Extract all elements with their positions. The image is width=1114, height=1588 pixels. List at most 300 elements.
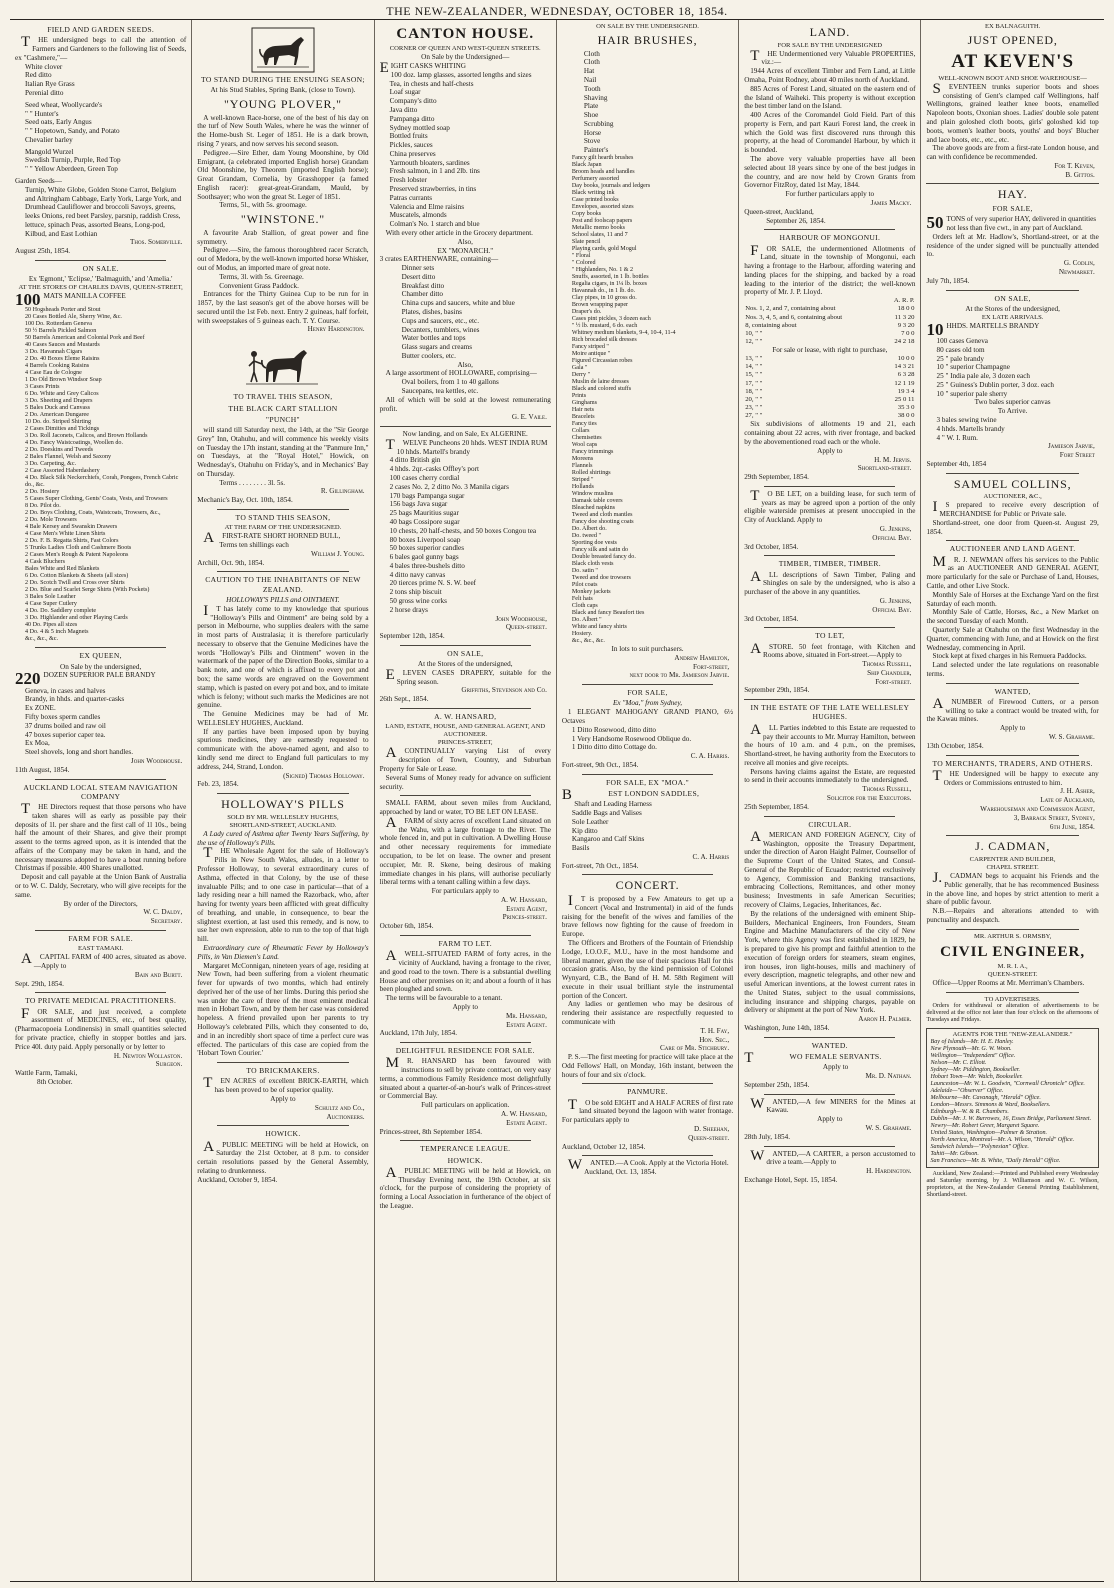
signature: Warehouseman and Commission Agent, <box>980 804 1095 813</box>
divider <box>400 1140 531 1141</box>
list <box>15 101 186 145</box>
list-item: Hobart Town—Mr. Walch, Bookseller. <box>930 1073 1023 1080</box>
ad-line: Apply to <box>817 446 843 455</box>
list-item: Do. Albert " <box>571 617 602 624</box>
list-item: Hollands <box>571 484 594 491</box>
list-item: Tweed and doe trowsers <box>571 575 631 582</box>
divider <box>946 290 1078 291</box>
list-item: Newry—Mr. Robert Greer, Margaret Square. <box>930 1122 1040 1129</box>
date: 3rd October, 1854. <box>744 614 799 623</box>
list-item: Painter's <box>583 146 609 155</box>
list-item: 2 horse drays <box>389 605 428 614</box>
estate-ad <box>744 703 915 811</box>
list-item: Nail <box>583 76 597 84</box>
ad-body: TONS of very superior HAY, delivered in quantities not less than five cwt., in any part of Auckland. <box>946 215 1097 233</box>
list-item: Plates, dishes, basins <box>401 307 462 316</box>
table-row <box>744 412 915 420</box>
list-item: Figured Circassian robes <box>571 358 633 365</box>
ad-sub: EX LATE ARRIVALS. <box>981 313 1044 321</box>
ad-body: FOR SALE, and just received, a complete assortment of MEDICINES, etc., of best quality, (Pharmacopoeia Londinensis) in small quantities selected for private practice, chiefly in stopper bottles and jars. Price 40l. duty paid. Apply personally or by letter to <box>15 1005 187 1051</box>
table-cell: 15, " " <box>745 371 763 379</box>
list-item: Ginghams <box>571 400 597 407</box>
signature: W. S. Grahame. <box>1048 733 1095 741</box>
algerine-ad <box>380 430 551 641</box>
divider <box>946 683 1078 684</box>
servants-ad <box>744 1041 915 1090</box>
divider <box>764 816 895 817</box>
ad-heading: DELIGHTFUL RESIDENCE FOR SALE. <box>395 1046 535 1056</box>
table-cell: 11 3 20 <box>894 313 915 321</box>
ormsby-ad <box>926 933 1098 988</box>
divider <box>217 1062 348 1063</box>
ad-body: ANUMBER of Firewood Cutters, or a person willing to take a contract would be treated with, for the Kawau mines. <box>926 695 1099 724</box>
first-item: MATS MANILLA COFFEE <box>43 292 126 301</box>
list-item: 20 Cases Bottled Ale, Sherry Wine, &c. <box>25 314 122 321</box>
list-item: 100 cases cherry cordial <box>389 474 460 483</box>
list-item: Bales White and Red Blankets <box>25 566 100 573</box>
ad-body: AMERICAN AND FOREIGN AGENCY, City of Washington, opposite the Treasury Department, under the direction of Aaron Haight Palmer, Counsellor of the Supreme Court of the United States, and Consul-General of the Republic of Ecuador; restricted exclusively to Agency, Commission and Banking transactions, embracing Collections, Remittances, and other money business; Investments in safe American Securities; recovery of Claims, Legacies, Inheritances, &c. <box>744 828 916 910</box>
ad-heading: ON SALE, <box>994 293 1031 303</box>
list <box>380 378 551 396</box>
ad-italic: A Lady cured of Asthma after Twenty Years Suffering, by the use of Holloway's Pills. <box>197 829 369 847</box>
table-cell: 35 3 0 <box>897 404 915 412</box>
date: Mechanic's Bay, Oct. 10th, 1854. <box>197 496 293 505</box>
ad-body: The above goods are from a first-rate London house, and can with confidence be recommended. <box>926 144 1099 162</box>
list-item: 80 cases old tom <box>936 345 985 354</box>
list-item: 20 tierces prime N. S. W. beef <box>389 579 477 588</box>
list-item: Monkey jackets <box>571 589 611 596</box>
signature: C. A. Harris. <box>690 752 730 761</box>
table-cell: A. R. P. <box>893 297 915 305</box>
list-item: Wool caps <box>571 442 598 449</box>
list-item: Horse <box>583 128 602 137</box>
list-item: Cloth <box>583 58 600 67</box>
ad-line: For further particulars apply to <box>785 190 875 199</box>
list-item: 40 Cases Sauces and Mustards <box>25 342 100 349</box>
list-item: 4 ditto British gin <box>389 456 441 465</box>
list-item: 2 Do. Scotch Twill and Cross over Shirts <box>25 580 125 587</box>
ad-body: The Officers and Brothers of the Fountain of Friendship Lodge, I.O.O.F., M.U., have in the most handsome and liberal manner, given the use of their spacious Hall for this occasion gratis. Also, by the kind permission of Colonel Wynyard, C.B., the Band of H. M. 58th Regiment will execute in their usual brilliant style the instrumental portion of the Concert. <box>561 938 734 1000</box>
list-item: 5 Trunks Ladies Cloth and Cashmere Boots <box>25 545 132 552</box>
table-cell: 18, " " <box>745 387 763 395</box>
table-row <box>744 380 915 388</box>
ad-sub: Ex 'Egmont,' 'Eclipse,' 'Balmaguith,' and 'Amelia.' <box>28 275 173 284</box>
list-item: Double breasted fancy do. <box>571 554 636 561</box>
list-item: " Highlanders, No. 1 & 2 <box>571 267 634 274</box>
list-item: Red ditto <box>25 71 52 80</box>
ad-body: AFIRST-RATE SHORT HORNED BULL, <box>203 530 341 547</box>
ad-heading: WANTED. <box>811 1040 848 1050</box>
list-item: Pilot coats <box>571 582 598 589</box>
list-item: Valencia and Elme raisins <box>389 202 465 211</box>
date: Sept. 29th, 1854. <box>15 979 64 988</box>
list-item: 4 Barrels Cooking Raisins <box>25 363 90 370</box>
list-item: Dublin—Mr. J. W. Burrowes, 16, Essex Bridge, Parliament Street. <box>930 1115 1092 1122</box>
signature: Official Bay. <box>872 533 912 542</box>
ad-heading: TO PRIVATE MEDICAL PRACTITIONERS. <box>25 996 177 1006</box>
list-item: Yarmouth bloaters, sardines <box>389 158 470 167</box>
signature: Estate Agent. <box>506 1020 547 1029</box>
ad-sub: At the Stores of the undersigned, <box>965 304 1060 313</box>
list-item: 2 Bales Flannel, Welsh and Saxony <box>25 454 112 461</box>
list-item: 2 Do. American Dungaree <box>25 412 89 419</box>
date: 11th August, 1854. <box>15 765 70 774</box>
ad-body: Land selected under the late regulations on reasonable terms. <box>926 661 1099 678</box>
divider <box>744 699 915 700</box>
date: Archill, Oct. 9th, 1854. <box>197 558 265 567</box>
table-row <box>744 305 915 313</box>
big-number: 10 <box>926 321 944 337</box>
list-item: 10 Do. do. Striped Shirting <box>25 419 92 426</box>
ad-body: 1944 Acres of excellent Timber and Fern Land, at Little Omaha, Point Rodney, about 40 miles north of Auckland. <box>744 67 916 84</box>
date: Washington, June 14th, 1854. <box>744 1023 830 1032</box>
signature: Official Bay. <box>872 605 912 614</box>
list-item: Wellington—"Independent" Office. <box>930 1052 1016 1059</box>
ad-sub: FOR SALE BY THE UNDERSIGNED <box>777 41 883 49</box>
medical-ad <box>15 996 186 1086</box>
list-item: Scrubbing <box>583 119 614 128</box>
list-item: 40 Do. Pipes all sizes <box>25 622 78 629</box>
signature: Hon. Sec., <box>699 1035 730 1044</box>
list-item: 1 Do Old Brown Windsor Soap <box>25 377 102 384</box>
list-item: 2 cases No. 2, 2 ditto No. 3 Manila cigars <box>389 482 509 491</box>
list-item: Shaving <box>583 93 608 102</box>
date: Exchange Hotel, Sept. 15, 1854. <box>744 1175 838 1184</box>
signature: Princes-street. <box>502 913 547 922</box>
signature: G. Jenkins, <box>879 596 912 605</box>
signature: Schultz and Co., <box>314 1103 365 1112</box>
garden-label: Garden Seeds— <box>15 176 62 185</box>
table-row <box>744 338 915 346</box>
howick-meeting-ad <box>197 1129 368 1184</box>
signature: G. E. Vaile. <box>511 413 547 422</box>
list-item: 40 bags Cossipore sugar <box>389 517 460 526</box>
farm-to-let-ad <box>380 939 551 1038</box>
ad-line: Apply to <box>817 1115 843 1124</box>
ad-heading: JUST OPENED, <box>967 33 1058 48</box>
small-farm-ad <box>380 799 551 931</box>
list-item: Company's ditto <box>389 97 437 106</box>
divider <box>764 627 895 628</box>
first-item: DOZEN SUPERIOR PALE BRANDY <box>43 671 156 680</box>
list-item: 2 Do. Blue and Scarlet Serge Shirts (With Pockets) <box>25 587 150 594</box>
table-cell: 38 0 0 <box>897 412 915 420</box>
table-row <box>744 322 915 330</box>
date: September 29th, 1854. <box>744 686 810 695</box>
ad-heading: TO TRAVEL THIS SEASON, <box>233 392 333 402</box>
list-item: Broom heads and handles <box>571 169 635 176</box>
list-item: 3 Do. Carpeting, &c. <box>25 461 77 468</box>
list <box>562 800 733 853</box>
list-item: 2 Do. 40 Boxes Eleme Raisins <box>25 356 100 363</box>
ad-body: P. S.—The first meeting for practice will take place at the Odd Fellows' Hall, on Monday, 16th instant, between the hours of four and six o'clock. <box>561 1053 734 1079</box>
signature: A. W. Hansard, <box>500 1110 547 1119</box>
list-item: Snuffs, assorted, in 1 lb. bottles <box>571 274 649 281</box>
ad-body: TO be sold EIGHT and A HALF ACRES of first rate land situated beyond the lagoon with water frontage. For particulars apply to <box>561 1096 734 1125</box>
list-item: 3 Do. Highlander and other Playing Cards <box>25 615 128 622</box>
list-item: 4 Do. 4 & 5 inch Magnets <box>25 629 89 636</box>
ad-body: Margaret McConnigan, nineteen years of age, residing at New Town, had been suffering from a violent rheumatic fever for upwards of two months, which had entirely deprived her of the use of her limbs. During this period she was under the care of three of the most eminent medical men in Hobart Town, and by them her case was considered hopeless. A friend prevailed upon her parents to try Holloway's celebrated Pills, which they consented to do, and in an incredibly short space of time a perfect cure was effected. The particulars of this case are copied from the 'Hobart Town Courier.' <box>197 961 369 1058</box>
list-item: Brown wrapping paper <box>571 302 629 309</box>
list-item: Swedish Turnip, Purple, Red Top <box>25 156 121 165</box>
ad-body: Persons having claims against the Estate, are requested to send in their accounts immediately to the undersigned. <box>744 767 916 785</box>
big-number: 100 <box>15 292 41 308</box>
list-item: 4 Case Men's White Linen Shirts <box>25 531 106 538</box>
date: July 7th, 1854. <box>926 276 970 285</box>
imprint: Auckland, New Zealand:—Printed and Published every Wednesday and Saturday morning, by J. Williamson and W. C. Wilson, proprietors, at the New-Zealander General Printing Establishment, Shortland-street. <box>926 1170 1099 1198</box>
signature: Griffiths, Stevenson and Co. <box>461 686 547 695</box>
table-row <box>744 371 915 379</box>
ex-queen-ad <box>15 651 186 774</box>
list-item: Decanters, tumblers, wines <box>401 325 480 334</box>
date: 26th Sept., 1854. <box>379 695 429 704</box>
list-item: Bay of Islands—Mr. H. E. Hanley. <box>930 1038 1014 1045</box>
divider <box>400 708 531 709</box>
ad-line: In lots to suit purchasers. <box>611 645 684 654</box>
list <box>562 50 733 155</box>
ad-heading: CAUTION TO THE INHABITANTS OF NEW ZEALAND. <box>205 575 361 594</box>
saddles-ad <box>562 778 733 871</box>
list-item: 6 bales gaol gunny bags <box>389 553 459 562</box>
list-item: 50 boxes superior candles <box>389 544 465 553</box>
ad-body: THE Directors request that those persons who have taken shares will as early as possible pay their deposits of 1l. per share and the first call of 1l 10s., being half the amount of their Shares, and give their prompt assent to the terms agreed upon, as it is intended that the affairs of the Company may be taken in hand, and the necessary measures adopted to have a boat running before Christmas if possible. 400 Shares unallotted. <box>15 801 187 873</box>
circular-ad <box>744 820 915 1033</box>
ad-heading: CIRCULAR. <box>808 819 852 829</box>
late-arrivals-ad <box>926 294 1098 469</box>
ad-sub: PRINCES-STREET, <box>437 739 493 747</box>
ad-sub: EAST TAMAKI. <box>77 945 124 953</box>
ad-body: AFARM of sixty acres of excellent Land situated on the Wahu, with a large frontage to the River. The whole fenced in, and put in cultivation. A Dwelling House and other necessary requirements for immediate occupation, to be let on lease. The owner and present occupier, Mr. R. Skene, being desirous of making immediate changes in his plans, will authorise peculiarly liberal terms with a tenant calling within a few days. <box>379 814 551 887</box>
ad-heading: EX QUEEN, <box>79 651 122 661</box>
list-item: 4 hhds. 2qr.-casks Offley's port <box>389 465 479 474</box>
store-to-let-ad <box>744 631 915 695</box>
divider <box>582 684 713 685</box>
table-cell <box>744 297 883 305</box>
list-item: Cloth caps <box>571 603 598 610</box>
ad-heading: ON SALE. <box>82 264 119 273</box>
signature: Queen-street. <box>688 1133 730 1142</box>
table-row <box>744 314 915 322</box>
table-row <box>744 363 915 371</box>
list-item: China preserves <box>389 149 436 158</box>
list-item: Moreens <box>571 456 594 463</box>
list-item: " " Hopetown, Sandy, and Potato <box>25 127 120 136</box>
list-item: 4 Bale Kersey and Swanskin Drawers <box>25 524 118 531</box>
ad-body: TWO FEMALE SERVANTS. <box>744 1050 882 1066</box>
punch-stallion-ad <box>197 392 368 505</box>
list-item: Fifty boxes sperm candles <box>25 713 101 722</box>
list-item: 10 " superior pale sherry <box>936 389 1008 398</box>
list-item: Nelson—Mr. C. Elliott. <box>930 1059 987 1066</box>
date: Auckland, October 12, 1854. <box>561 1142 646 1151</box>
terms: Terms, 5l., with 5s. groomage. <box>219 201 307 210</box>
first-item: BEST LONDON SADDLES, <box>561 786 700 803</box>
temperance-ad <box>380 1144 551 1210</box>
list-item: Tooth <box>583 84 601 93</box>
ad-heading: FOR SALE, <box>992 204 1033 214</box>
divider <box>582 874 713 875</box>
table-cell: 14, " " <box>745 363 763 371</box>
signature: B. Gittos. <box>1065 170 1095 179</box>
building-lease-ad <box>744 487 916 551</box>
list-item: Window muslins <box>571 491 614 498</box>
list-item: Sporting doe vests <box>571 540 617 547</box>
garden-list: Turnip, White Globe, Golden Stone Carrot, Belgium and Altringham Cabbage, Early York, Large York, and Drumhead Cauliflower and broccoli Savoys, greens, leeks Onions, red beet Parsley, parsnip, raddish Cress, lettuce, spinach Peas, assorted Beans, Long-pod, Kilbud, and East Lothian <box>25 185 182 238</box>
table-cell: 19 3 4 <box>897 387 915 395</box>
list-item: &c., &c., &c. <box>25 636 58 643</box>
divider <box>764 1146 895 1147</box>
ad-body: Orders left at Mr. Hadlow's, Shortland-street, or at the residence of the under signed will be punctually attended to. <box>926 232 1099 259</box>
list-item: Sandwich Islands—"Polynesian" Office. <box>930 1143 1029 1150</box>
list-item: 4 Do. Do. Saddlery complete <box>25 608 97 615</box>
ad-body: Several Sums of Money ready for advance on sufficient security. <box>379 773 551 791</box>
ad-body: Any ladies or gentlemen who may be desirous of rendering their assistance are respectfully requested to communicate with <box>561 1000 734 1026</box>
list <box>562 726 733 752</box>
table-cell: 24 2 18 <box>894 338 915 346</box>
divider <box>946 992 1078 993</box>
signature: next door to Mr. Jamieson Jarvie. <box>629 671 730 680</box>
signature: John Woodhouse, <box>495 614 547 623</box>
ad-heading: IN THE ESTATE OF THE LATE WELLESLEY HUGHES. <box>750 703 910 722</box>
signature: Jamieson Jarvie, <box>1047 442 1095 451</box>
date: Fort-street, 7th Oct., 1854. <box>561 861 639 870</box>
list-item: Tahiti—Mr. Gibson. <box>930 1150 979 1157</box>
list-item: Launceston—Mr. W. L. Goodwin, "Cornwall Chronicle" Office. <box>930 1080 1085 1087</box>
signature: W. S. Grahame. <box>865 1123 912 1132</box>
list-item: Bottled fruits <box>389 132 428 141</box>
list <box>15 148 186 174</box>
date: 25th September, 1854. <box>744 802 809 811</box>
date: 13th October, 1854. <box>926 741 984 750</box>
list-item: 3 Do. Sheeting and Drapers <box>25 398 93 405</box>
first-item: TWELVE Puncheons 20 hhds. WEST INDIA RUM <box>385 436 548 453</box>
list-item: Clay pipes, in 10 gross do. <box>571 295 637 302</box>
signature: Newmarket. <box>1058 268 1095 277</box>
ad-heading: FIELD AND GARDEN SEEDS. <box>47 25 155 34</box>
divider <box>946 929 1078 930</box>
ad-body: All of which will be sold at the lowest remunerating profit. <box>379 395 551 413</box>
table-cell: 27, " " <box>745 412 763 420</box>
list-item: 37 drums boiled and raw oil <box>25 721 106 730</box>
advertisers-notice <box>926 996 1098 1025</box>
hay-ad <box>926 187 1098 285</box>
divider <box>217 1125 348 1126</box>
terms: Terms . . . . . . . . 3l. 5s. <box>219 478 286 487</box>
ad-body: THE Undermentioned very Valuable PROPERTIES, viz.:— <box>750 47 916 67</box>
list-item: Envelopes, assorted sizes <box>571 204 634 211</box>
ad-heading: CONCERT. <box>615 878 680 893</box>
signature: D. Sheehan, <box>694 1125 730 1134</box>
list-item: Cases pint pickles, 3 dozen each <box>571 316 651 323</box>
divider <box>582 1155 713 1156</box>
date: September 4th, 1854 <box>926 459 987 468</box>
ad-heading: A. W. HANSARD, <box>434 712 497 722</box>
list-item: Black and fancy Beaufort ties <box>571 610 645 617</box>
list-item: 4 ditto navy canvas <box>389 570 446 579</box>
table-cell: 12, " " <box>745 338 763 346</box>
ad-heading: TO STAND THIS SEASON, <box>235 513 331 523</box>
list-item: Fancy doe shooting coats <box>571 519 634 526</box>
date: September 25th, 1854. <box>744 1080 810 1089</box>
date: Auckland, October 9, 1854. <box>197 1175 278 1184</box>
ad-heading: CANTON HOUSE. <box>396 26 535 42</box>
date: Queen-street, Auckland, <box>744 207 814 216</box>
ad-heading: TEMPERANCE LEAGUE. <box>420 1144 511 1154</box>
ad-heading: SMALL FARM, about seven miles from Auckland, approached by land or water, TO BE LET ON LEASE. <box>379 799 551 817</box>
list <box>380 264 551 361</box>
signature: H. Newton Wollaston. <box>113 1051 183 1060</box>
list-item: 100 doz. lamp glasses, assorted lengths and sizes <box>390 70 532 79</box>
divider <box>380 426 551 427</box>
date: 29th September, 1854. <box>744 473 809 482</box>
big-number: 50 <box>926 215 944 233</box>
ad-heading: HOWICK. <box>447 1155 483 1165</box>
signature: Andrew Hamilton, <box>674 653 730 662</box>
divider <box>764 1094 895 1095</box>
list-item: Sydney—Mr. Piddington, Bookseller. <box>930 1066 1021 1073</box>
ad-body: Entrances for the Thirty Guinea Cup to be run for in 1857, by the last season's get of the above horses will be secured until the 1st Feb. next. Entry 2 guineas, half forfeit, with sweepstakes of 5 guineas each. T. Y. Course. <box>197 290 369 325</box>
list-item: Hosiery. <box>571 631 593 638</box>
list-item: Pickles, sauces <box>389 141 433 150</box>
ad-heading: AUCTIONEER AND LAND AGENT. <box>949 544 1076 554</box>
table-cell: 12 1 19 <box>894 379 915 387</box>
list-item: Ex Moa, <box>25 739 50 748</box>
terms: Terms ten shillings each <box>219 541 289 550</box>
cook-wanted-ad <box>562 1159 733 1177</box>
divider <box>35 992 166 993</box>
list-item: 4 Do. Black Silk Neckerchiefs, Corah, Pongees, French Cabric do., &c. <box>25 475 179 489</box>
list-item: 50 Barrels American and Colonial Pork and Beef <box>25 335 145 342</box>
list-item: Chamber ditto <box>401 290 443 299</box>
date: 3rd October, 1854. <box>744 542 799 551</box>
list-item: Sole Leather <box>571 817 609 826</box>
list-item: Brandy, in hhds. and quarter-casks <box>25 695 125 704</box>
column-4 <box>557 20 739 1582</box>
drapery-ad <box>380 649 551 704</box>
ad-line: To Arrive. <box>997 407 1028 416</box>
ad-body: WANTED,—A CARTER, a person accustomed to drive a team.—Apply to <box>750 1147 916 1167</box>
ad-body: WANTED,—A few MINERS for the Mines at Kawau. <box>750 1095 916 1115</box>
list-item: 2 Case Assorted Haberdashery <box>25 468 100 475</box>
signature: James Macky. <box>870 198 912 207</box>
list-item: Water bottles and tops <box>401 334 466 343</box>
table-row <box>744 404 915 412</box>
ad-line: Apply to <box>999 724 1026 733</box>
ad-sub: At his Stud Stables, Spring Bank, (close to Town). <box>210 86 356 95</box>
ad-sub: ON SALE BY THE UNDERSIGNED. <box>596 23 699 30</box>
list-item: Dinner sets <box>401 264 435 273</box>
list-item: 50 ½ Barrels Pickled Salmon <box>25 328 97 335</box>
list-item: Rich brocaded silk dresses <box>571 337 637 344</box>
divider <box>582 1083 713 1084</box>
ad-body: ASTORE. 50 feet frontage, with Kitchen and Rooms above, situated in Fort-street.—Apply to <box>750 640 916 660</box>
list-item: 4 hhds. Martells brandy <box>936 424 1005 433</box>
horse-name: "PUNCH" <box>265 414 300 424</box>
list <box>15 307 186 643</box>
ad-heading: J. CADMAN, <box>975 839 1051 854</box>
date: 8th October. <box>37 1077 73 1086</box>
agents-box <box>926 1028 1098 1168</box>
divider <box>35 779 166 780</box>
ad-sub: TO ADVERTISERS. <box>984 995 1041 1003</box>
list-item: 80 boxes Liverpool soap <box>389 535 461 544</box>
list-item: 4 Cask Bluchers <box>25 559 65 566</box>
list-item: Pampanga ditto <box>389 114 435 123</box>
list-item: Oval boilers, from 1 to 40 gallons <box>401 378 499 387</box>
steam-navigation-ad <box>15 783 186 926</box>
ad-body: N.B.—Repairs and alterations attended to with punctuality and despatch. <box>926 907 1099 924</box>
list-item: Muscatels, almonds <box>389 211 447 220</box>
